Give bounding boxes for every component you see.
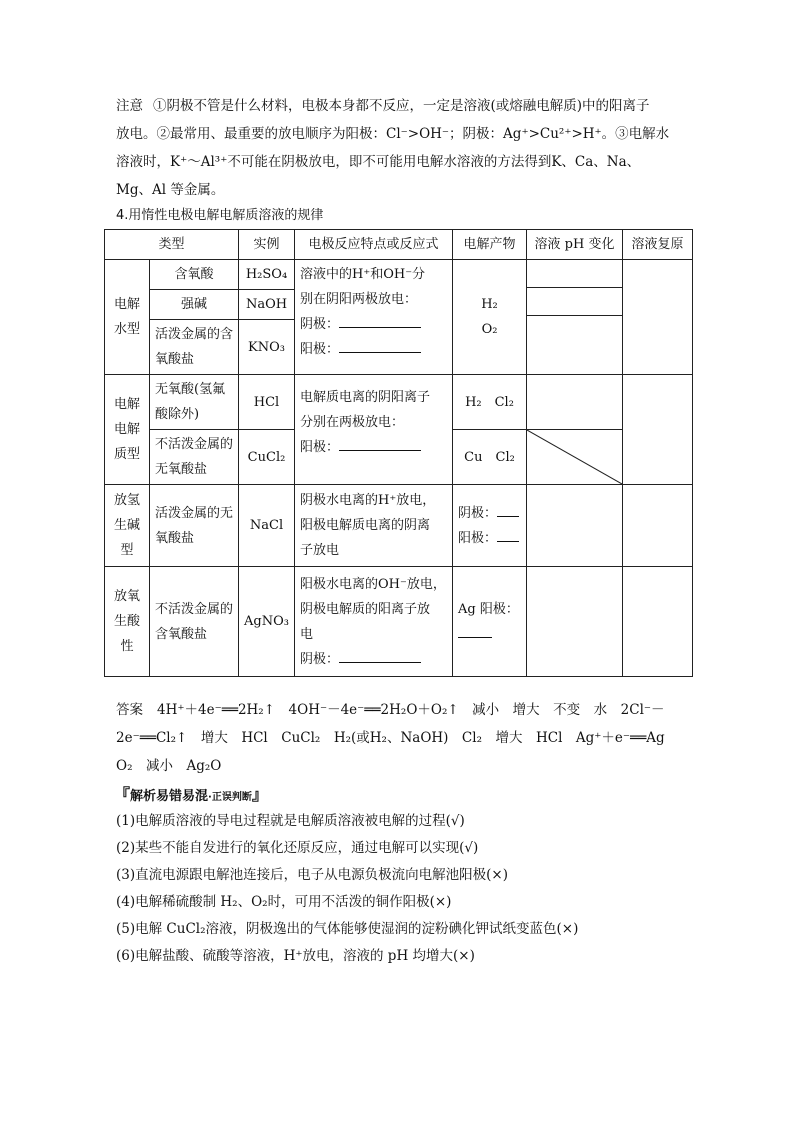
category-cell: 电解电解质型 bbox=[105, 375, 150, 485]
subtype-cell: 活泼金属的无氧酸盐 bbox=[150, 485, 239, 567]
note-line-3: 溶液时，K⁺～Al³⁺不可能在阴极放电，即不可能用电解水溶液的方法得到K、Ca、Na、 bbox=[116, 154, 641, 170]
example-cell: HCl bbox=[239, 375, 295, 430]
ph-change-cell[interactable] bbox=[527, 567, 623, 677]
header-example: 实例 bbox=[239, 230, 295, 260]
table-row bbox=[105, 485, 693, 567]
header-product: 电解产物 bbox=[453, 230, 527, 260]
answer-blank[interactable] bbox=[339, 313, 421, 328]
answer-block bbox=[116, 696, 686, 780]
answer-blank[interactable] bbox=[458, 623, 492, 638]
category-cell: 放氧生酸性 bbox=[105, 567, 150, 677]
table-row bbox=[105, 260, 693, 290]
list-item: (1)电解质溶液的导电过程就是电解质溶液被电解的过程(√) bbox=[116, 813, 465, 829]
example-cell: CuCl₂ bbox=[239, 430, 295, 485]
list-item: (2)某些不能自发进行的氧化还原反应，通过电解可以实现(√) bbox=[116, 840, 479, 856]
reaction-cell: 阳极水电离的OH⁻放电， 阴极电解质的阳离子放 电 阴极： bbox=[295, 567, 453, 677]
answer-blank[interactable] bbox=[527, 316, 622, 343]
reaction-cell: 电解质电离的阴阳离子 分别在两极放电： 阳极： bbox=[295, 375, 453, 485]
answer-blank[interactable] bbox=[497, 502, 519, 517]
restore-cell[interactable] bbox=[623, 375, 693, 485]
subtype-cell: 活泼金属的含氧酸盐 bbox=[150, 320, 239, 375]
product-cell: 阴极： 阳极： bbox=[453, 485, 527, 567]
header-type: 类型 bbox=[105, 230, 239, 260]
note-paragraph bbox=[116, 92, 682, 204]
restore-cell[interactable] bbox=[623, 485, 693, 567]
category-cell: 放氢生碱型 bbox=[105, 485, 150, 567]
answer-blank[interactable] bbox=[339, 648, 421, 663]
diagonal-line-icon bbox=[527, 430, 622, 484]
table-header-row bbox=[105, 230, 693, 260]
header-reaction: 电极反应特点或反应式 bbox=[295, 230, 453, 260]
answer-blank[interactable] bbox=[527, 260, 622, 288]
product-cell: H₂ Cl₂ bbox=[453, 375, 527, 430]
answer-blank[interactable] bbox=[527, 288, 622, 316]
note-line-2: 放电。②最常用、最重要的放电顺序为阳极：Cl⁻>OH⁻；阴极：Ag⁺>Cu²⁺>H⁺。③电解水 bbox=[116, 126, 670, 142]
answer-line-3: O₂ 减小 Ag₂O bbox=[116, 758, 222, 774]
answer-label: 答案 bbox=[116, 702, 143, 718]
electrolysis-rules-table bbox=[104, 229, 693, 677]
example-cell: H₂SO₄ bbox=[239, 260, 295, 290]
list-item: (4)电解稀硫酸制 H₂、O₂时，可用不活泼的铜作阳极(×) bbox=[116, 894, 452, 910]
subtype-cell: 含氧酸 bbox=[150, 260, 239, 290]
subtype-cell: 不活泼金属的含氧酸盐 bbox=[150, 567, 239, 677]
note-line-4: Mg、Al 等金属。 bbox=[116, 182, 225, 198]
answer-blank[interactable] bbox=[339, 436, 421, 451]
answer-blank[interactable] bbox=[497, 527, 519, 542]
list-item: (6)电解盐酸、硫酸等溶液，H⁺放电，溶液的 pH 均增大(×) bbox=[116, 948, 475, 964]
answer-line-1: 答案 4H⁺＋4e⁻══2H₂↑ 4OH⁻－4e⁻══2H₂O＋O₂↑ 减小 增大 不变 水 2Cl⁻－ bbox=[116, 702, 665, 718]
ph-change-cell-crossed bbox=[527, 430, 623, 485]
product-cell: Cu Cl₂ bbox=[453, 430, 527, 485]
ph-change-cell[interactable] bbox=[527, 485, 623, 567]
example-cell: AgNO₃ bbox=[239, 567, 295, 677]
subtype-cell: 强碱 bbox=[150, 290, 239, 320]
restore-cell[interactable] bbox=[623, 567, 693, 677]
section-title: 4.用惰性电极电解电解质溶液的规律 bbox=[116, 208, 324, 223]
note-label: 注意 bbox=[116, 98, 143, 114]
note-line-1: 注意 ①阴极不管是什么材料，电极本身都不反应，一定是溶液(或熔融电解质)中的阳离子 bbox=[116, 98, 650, 114]
header-restore: 溶液复原 bbox=[623, 230, 693, 260]
analysis-heading: 『解析易错易混·正误判断』 bbox=[114, 785, 268, 804]
example-cell: KNO₃ bbox=[239, 320, 295, 375]
ph-change-cell bbox=[527, 260, 623, 375]
product-cell: H₂ O₂ bbox=[453, 260, 527, 375]
list-item: (3)直流电源跟电解池连接后，电子从电源负极流向电解池阳极(×) bbox=[116, 867, 508, 883]
ph-change-cell[interactable] bbox=[527, 375, 623, 430]
answer-line-2: 2e⁻══Cl₂↑ 增大 HCl CuCl₂ H₂(或H₂、NaOH) Cl₂ 增大 HCl Ag⁺＋e⁻══Ag bbox=[116, 730, 665, 746]
answer-blank[interactable] bbox=[339, 338, 421, 353]
product-cell: Ag 阳极： bbox=[453, 567, 527, 677]
subtype-cell: 不活泼金属的无氧酸盐 bbox=[150, 430, 239, 485]
reaction-cell: 阴极水电离的H⁺放电， 阳极电解质电离的阴离 子放电 bbox=[295, 485, 453, 567]
table-row bbox=[105, 567, 693, 677]
reaction-cell: 溶液中的H⁺和OH⁻分 别在阴阳两极放电： 阴极： 阳极： bbox=[295, 260, 453, 375]
subtype-cell: 无氧酸(氢氟酸除外) bbox=[150, 375, 239, 430]
judgement-list bbox=[116, 810, 696, 972]
restore-cell[interactable] bbox=[623, 260, 693, 375]
example-cell: NaOH bbox=[239, 290, 295, 320]
header-ph: 溶液 pH 变化 bbox=[527, 230, 623, 260]
list-item: (5)电解 CuCl₂溶液，阴极逸出的气体能够使湿润的淀粉碘化钾试纸变蓝色(×) bbox=[116, 921, 579, 937]
example-cell: NaCl bbox=[239, 485, 295, 567]
table-row bbox=[105, 375, 693, 430]
category-cell: 电解水型 bbox=[105, 260, 150, 375]
